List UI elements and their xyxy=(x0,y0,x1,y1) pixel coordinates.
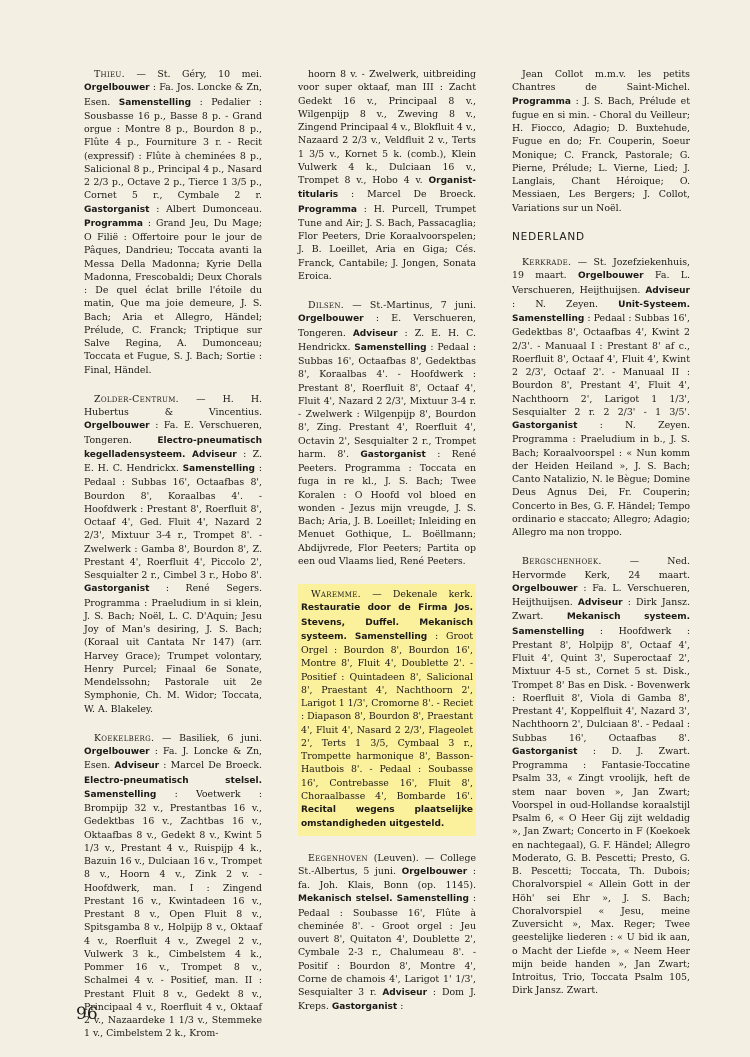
entry-text: : H. Purcell, Trumpet Tune and Air; J. S. Bach, Passacaglia; Flor Peeters, Drie Koraalvoorspelen; J. B. Loeillet, Aria en Giga; Cés. Franck, Cantabile; J. Jongen, Sonata Eroica. xyxy=(298,203,476,282)
bold-term: Adviseur xyxy=(114,761,160,772)
column-left xyxy=(84,68,262,1057)
entry-text: : Marcel De Broeck. xyxy=(338,189,476,201)
entry-text: : Pedaal : Soubasse 16', Flûte à cheminée 8'. - Groot orgel : Jeu ouvert 8', Quitaton 4', Doublette 2', Cymbale 2-3 r., Chalumeau 8'. - Positif : Bourdon 8', Montre 4', Corne de chamois 4', Larigot 1' 1/3', Sesquialter 3 r. xyxy=(298,893,476,998)
recital-entry xyxy=(84,68,262,377)
bold-term: Gastorganist xyxy=(84,204,150,215)
entry-place: Thieu. xyxy=(94,69,125,80)
bold-term: Unit-Systeem. Samenstelling xyxy=(512,299,690,324)
entry-text: : E. Verschueren, Tongeren. xyxy=(298,313,476,339)
column-right xyxy=(512,68,690,1014)
entry-text: : Hoofdwerk : Prestant 8', Holpijp 8', Octaaf 4', Fluit 4', Quint 3', Superoctaaf 2', Mixtuur 4-5 st., Cornet 5 st. Disk., Trompet 8' Bas en Disk. - Bovenwerk : Roerfluit 8', Viola di Gamba 8', Prestant 4', Koppelfluit 4', Nazard 3', Nachthoorn 2', Dulciaan 8'. - Pedaal : Subbas 16', Octaafbas 8'. xyxy=(512,625,690,744)
entry-text: : Grand Jeu, Du Mage; O Filië : Offertoire pour le jour de Pâques, Dandrieu; Toccata avanti la Messa Della Madonna; Kyrie Della Madonna, Frescobaldi; Deux Chorals : De quel éclat brille l'étoile du matin, Que ma joie demeure, J. S. Bach; Aria et Allegro, Händel; Prélude, C. Franck; Triptique sur Salve Regina, A. Dumonceau; Toccata et Fugue, S. J. Bach; Sortie : Final, Händel. xyxy=(84,217,262,376)
entry-text: : Voetwerk : Brompijp 32 v., Prestantbas 16 v., Gedektbas 16 v., Zachtbas 16 v., Oktaafbas 8 v., Gedekt 8 v., Kwint 5 1/3 v., Prestant 4 v., Ruispijp 4 k., Bazuin 16 v., Dulciaan 16 v., Trompet 8 v., Hoorn 4 v., Zink 2 v. - Hoofdwerk, man. I : Zingend Prestant 16 v., Kwintadeen 16 v., Prestant 8 v., Open Fluit 8 v., Spitsgamba 8 v., Holpijp 8 v., Oktaaf 4 v., Roerfluit 4 v., Zwegel 2 v., Vulwerk 3 k., Cimbelstem 4 k., Pommer 16 v., Trompet 8 v., Schalmei 4 v. - Positief, man. II : Prestant Fluit 8 v., Gedekt 8 v., Principaal 4 v., Roerfluit 4 v., Oktaaf 2 v., Nazaardeke 1 1/3 v., Stemmeke 1 v., Cimbelstem 2 k., Krom- xyxy=(84,788,262,1040)
entry-text: hoorn 8 v. - Zwelwerk, uitbreiding voor super oktaaf, man III : Zacht Gedekt 16 v., Principaal 8 v., Wilgenpijp 8 v., Zweving 8 v., Zingend Principaal 4 v., Blokfluit 4 v., Nazaard 2 2/3 v., Veldfluit 2 v., Terts 1 3/5 v., Kornet 5 k. (comb.), Klein Vulwerk 4 k., Dulciaan 16 v., Trompet 8 v., Hobo 4 v. xyxy=(298,69,476,186)
bold-term: Programma xyxy=(298,204,358,215)
entry-text: : Pedaal : Subbas 16', Octaafbas 8', Bourdon 8', Koraalbas 4'. - Hoofdwerk : Prestant 8', Roerfluit 8', Octaaf 4', Ged. Fluit 4', Nazard 2 2/3', Mixtuur 3-4 r., Trompet 8'. - Zwelwerk : Gamba 8', Bourdon 8', Z. Prestant 4', Roerfluit 4', Piccolo 2', Sesquialter 2 r., Cimbel 3 r., Hobo 8'. xyxy=(84,463,262,581)
entry-text: Fa. L. Verschueren, Heijthuijsen. xyxy=(512,270,691,296)
bold-term: Orgelbouwer xyxy=(401,866,468,877)
entry-text: : Fa. E. Verschueren, Tongeren. xyxy=(84,420,262,446)
bold-term: Gastorganist xyxy=(84,584,150,595)
recital-entry xyxy=(84,393,262,716)
bold-term: Electro-pneumatisch kegelladensysteem. Adviseur xyxy=(84,435,262,460)
entry-text: — H. H. Hubertus & Vincentius. xyxy=(84,393,262,418)
entry-text: — Ned. Hervormde Kerk, 24 maart. xyxy=(512,556,690,581)
recital-entry xyxy=(298,299,476,568)
bold-term: Adviseur xyxy=(382,988,428,998)
entry-text: : N. Zeyen. Programma : Praeludium in b., J. S. Bach; Koraalvoorspel : « Nun komm der Heiden Heiland », J. S. Bach; Canto Natalizio, N. le Bègue; Domine Deus Agnus Dei, Fr. Couperin; Concerto in Bes, G. F. Händel; Tempo ordinario e staccato; Allegro; Adagio; Allegro ma non troppo. xyxy=(512,420,690,538)
entry-text: — Dekenale kerk. xyxy=(360,589,473,600)
column-middle xyxy=(298,68,476,1031)
entry-place: Eegenhoven xyxy=(308,852,368,864)
bold-term: Samenstelling xyxy=(354,342,427,353)
page-number: 96 xyxy=(76,1004,98,1024)
bold-term: Adviseur xyxy=(352,328,398,339)
entry-place: Koekelberg. xyxy=(94,732,155,744)
entry-text: : Fa. J. Loncke & Zn, Esen. xyxy=(84,746,262,772)
entry-text: : Marcel De Broeck. xyxy=(159,760,263,772)
entry-text: : Dirk Jansz. Zwart. xyxy=(512,597,690,623)
recital-entry xyxy=(298,68,476,283)
recital-entry xyxy=(512,256,690,539)
entry-text: Jean Collot m.m.v. les petits Chantres de Saint-Michel. xyxy=(512,69,690,94)
bold-term: Restauratie door de Firma Jos. Stevens, Duffel. Mekanisch systeem. Samenstelling xyxy=(301,603,473,642)
recital-entry xyxy=(298,852,476,1015)
entry-text: — St. Géry, 10 mei. xyxy=(124,69,262,80)
entry-text: : Albert Dumonceau. xyxy=(149,203,262,215)
bold-term: Electro-pneumatisch stelsel. Samenstelling xyxy=(84,775,262,800)
entry-text: : fa. Joh. Klais, Bonn (op. 1145). xyxy=(298,865,476,891)
entry-place: Kerkrade. xyxy=(522,257,572,268)
bold-term: Programma xyxy=(512,96,572,107)
entry-text: : J. S. Bach, Prélude et fugue en si min. - Choral du Veilleur; H. Fiocco, Adagio; D. Buxtehude, Fugue en do; Fr. Couperin, Soeur Monique; C. Franck, Pastorale; G. Pierne, Prélude; L. Vierne, Lied; J. Langlais, Chant Héroique; O. Messiaen, Les Bergers; J. Collot, Variations sur un Noël. xyxy=(512,95,690,214)
bold-term: Orgelbouwer xyxy=(84,83,150,94)
bold-term: Orgelbouwer xyxy=(84,421,150,432)
recital-entry xyxy=(298,584,476,836)
entry-text: (Leuven). — College St.-Albertus, 5 juni. xyxy=(298,852,476,877)
entry-text: : Z. E. H. C. Hendrickx. xyxy=(298,327,476,353)
entry-text: : Dom J. Kreps. xyxy=(298,987,476,1013)
entry-text: : Fa. L. Verschueren, Heijthuijsen. xyxy=(512,582,690,608)
bold-term: Recital wegens plaatselijke omstandigheden uitgesteld. xyxy=(301,805,473,830)
bold-term: Mekanisch stelsel. Samenstelling xyxy=(298,894,469,905)
bold-term: Samenstelling xyxy=(118,97,192,108)
bold-term: Adviseur xyxy=(645,285,690,296)
entry-place: Zolder-Centrum. xyxy=(94,393,179,405)
bold-term: Samenstelling xyxy=(182,464,255,474)
entry-text: : René Segers. Programma : Praeludium in si klein, J. S. Bach; Noël, L. C. D'Aquin; Jesu Joy of Man's desiring, J. S. Bach; (Koraal uit Cantata Nr 147) (arr. Harvey Grace); Trumpet volontary, Henry Purcel; Finaal 6e Sonate, Mendelssohn; Pastorale uit 2e Symphonie, Ch. M. Widor; Toccata, W. A. Blakeley. xyxy=(84,583,262,715)
entry-text: : René Peeters. Programma : Toccata en fuga in re kl., J. S. Bach; Twee Koralen : O Hoofd vol bloed en wonden - Jezus mijn vreugde, J. S. Bach; Aria, J. B. Loeillet; Inleiding en Menuet Gothique, L. Boëllmann; Abdijvrede, Flor Peeters; Partita op een oud Vlaams lied, René Peeters. xyxy=(298,448,476,567)
entry-text: : Fa. Jos. Loncke & Zn, Esen. xyxy=(84,82,262,108)
bold-term: Organist-titularis xyxy=(298,176,476,201)
bold-term: Orgelbouwer xyxy=(84,747,150,757)
entry-place: Bergschenhoek. xyxy=(522,556,602,568)
recital-entry xyxy=(512,68,690,215)
entry-text: : Pedaal : Subbas 16', Octaafbas 8', Gedektbas 8', Koraalbas 4'. - Hoofdwerk : Prestant 8', Roerfluit 8', Octaaf 4', Fluit 4', Nazard 2 2/3', Mixtuur 3-4 r. - Zwelwerk : Wilgenpijp 8', Bourdon 8', Zing. Prestant 4', Roerfluit 4', Octavin 2', Sesquialter 2 r., Trompet harm. 8'. xyxy=(298,341,477,460)
bold-term: Gastorganist xyxy=(360,449,426,460)
entry-place: Dilsen. xyxy=(308,300,345,311)
entry-text: : Groot Orgel : Bourdon 8', Bourdon 16', Montre 8', Fluit 4', Doublette 2'. - Positief : Quintadeen 8', Salicional 8', Praestant 4', Nachthoorn 2', Larigot 1 1/3', Cromorne 8'. - Reciet : Diapason 8', Bourdon 8', Praestant 4', Fluit 4', Nasard 2 2/3', Flageolet 2', Terts 1 3/5, Cymbaal 3 r., Trompette harmonique 8', Basson-Hautbois 8'. - Pedaal : Soubasse 16', Contrebasse 16', Fluit 8', Choraalbasse 4', Bombarde 16'. xyxy=(301,630,473,802)
entry-text: — St. Jozefziekenhuis, 19 maart. xyxy=(512,257,690,282)
bold-term: Adviseur xyxy=(577,598,623,608)
bold-term: Gastorganist xyxy=(331,1002,398,1013)
bold-term: Programma xyxy=(84,218,144,229)
bold-term: Mekanisch systeem. Samenstelling xyxy=(512,612,691,637)
bold-term: Orgelbouwer xyxy=(298,314,364,325)
entry-text: — St.-Martinus, 7 juni. xyxy=(344,300,476,311)
entry-text: — Basiliek, 6 juni. xyxy=(154,732,262,744)
entry-text: : D. J. Zwart. Programma : Fantasie-Toccatine Psalm 33, « Zingt vroolijk, heft de stem naar boven », Jan Zwart; Voorspel in oud-Hollandse koraalstijl Psalm 6, « O Heer Gij zijt weldadig », Jan Zwart; Concerto in F (Koekoek en nachtegaal), G. F. Händel; Allegro Moderato, G. B. Pescetti; Presto, G. B. Pescetti; Toccata, Th. Dubois; Choralvorspiel « Allein Gott in der Höh' sei Ehr », J. S. Bach; Choralvorspiel « Jesu, meine Zuversicht », Max. Reger; Twee geestelijke liederen : « U bid ik aan, o Macht der Liefde », « Neem Heer mijn beide handen », Jan Zwart; Introitus, Trio, Toccata Psalm 105, Dirk Jansz. Zwart. xyxy=(512,745,690,997)
entry-text: : Pedaal : Subbas 16', Gedektbas 8', Octaafbas 4', Kwint 2 2/3'. - Manuaal I : Prestant 8' af c., Roerfluit 8', Octaaf 4', Fluit 4', Kwint 2 2/3', Octaaf 2'. - Manuaal II : Bourdon 8', Prestant 4', Fluit 4', Nachthoorn 2', Larigot 1 1/3', Sesquialter 2 r. 2 2/3' - 1 3/5'. xyxy=(512,313,690,418)
bold-term: Orgelbouwer xyxy=(512,583,578,594)
recital-entry xyxy=(84,732,262,1041)
entry-text: : Z. E. H. C. Hendrickx. xyxy=(84,448,262,474)
bold-term: Gastorganist xyxy=(512,421,578,431)
entry-text: : N. Zeyen. xyxy=(512,298,619,310)
entry-text: : xyxy=(397,1001,404,1013)
recital-entry xyxy=(512,555,690,997)
bold-term: Orgelbouwer xyxy=(577,271,644,282)
bold-term: Gastorganist xyxy=(512,746,578,757)
entry-place: Waremme. xyxy=(311,589,361,600)
section-heading: NEDERLAND xyxy=(512,230,585,243)
entry-text: : Pedalier : Sousbasse 16 p., Basse 8 p. - Grand orgue : Montre 8 p., Bourdon 8 p., Flûte 4 p., Fourniture 3 r. - Recit (expressif) : Flûte à cheminées 8 p., Salicional 8 p., Principal 4 p., Nasard 2 2/3 p., Octave 2 p., Tierce 1 3/5 p., Cornet 5 r., Cymbale 2 r. xyxy=(84,96,262,202)
